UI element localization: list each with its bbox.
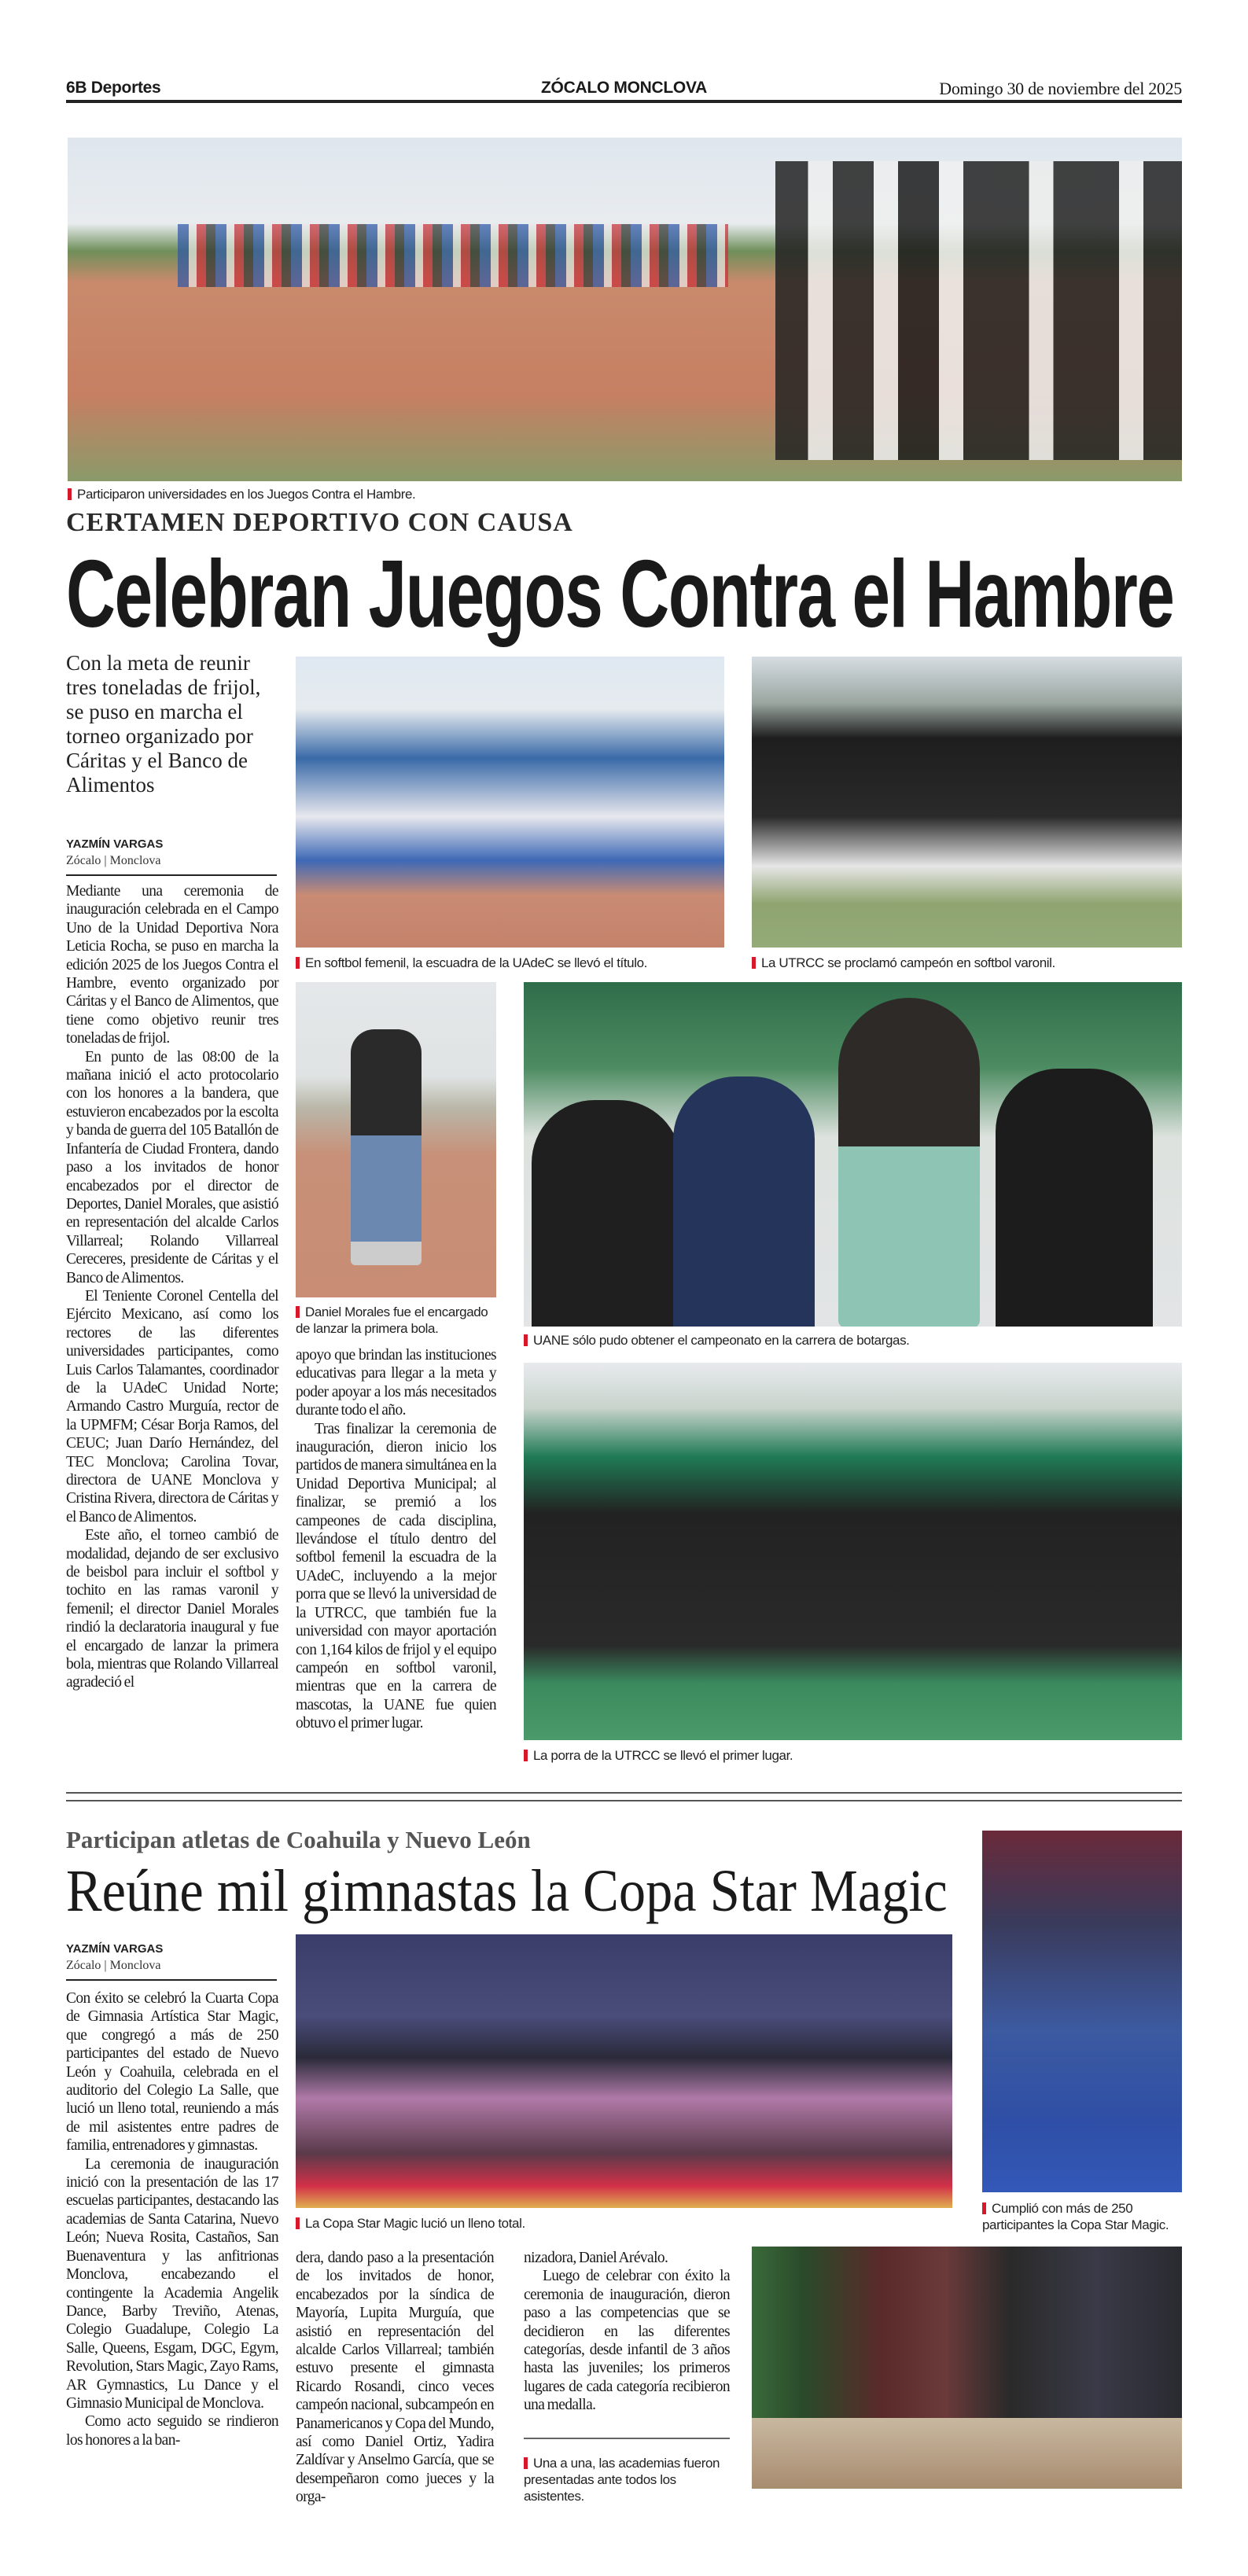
byline-author: YAZMÍN VARGAS [66, 837, 164, 851]
photo-utrcc-cheer [524, 1363, 1182, 1740]
caption-daniel [296, 1304, 496, 1337]
paragraph: La ceremonia de inauguración inició con la presentación de las 17 escuelas participantes, destacando las academias de Santa Catarina, Nuevo León; Nueva Rosita, Castaños, San Buenaventura y las anfitrionas Monclova, encabezando el contingente la Academia Angelik Dance, Barby Treviño, Atenas, Colegio Guadalupe, Colegio La Salle, Queens, Esgam, DGC, Egym, Revolution, Stars Magic, Zayo Rams, AR Gymnastics, Lu Dance y el Gimnasio Municipal de Monclova. [66, 2155, 278, 2412]
article1-column-2 [296, 1346, 496, 1733]
caption-marker-icon [296, 1306, 300, 1318]
photo-softbol-femenil [296, 657, 724, 948]
photo-first-pitch [296, 982, 496, 1297]
mascot-silhouette [838, 998, 980, 1327]
caption-text: UANE sólo pudo obtener el campeonato en la carrera de botargas. [533, 1333, 910, 1348]
photo-softbol-varonil [752, 657, 1182, 948]
caption-text: En softbol femenil, la escuadra de la UAdeC se llevó el título. [305, 955, 647, 970]
article1-deck: Con la meta de reunir tres toneladas de frijol, se puso en marcha el torneo organizado por Cáritas y el Banco de Alimentos [66, 651, 261, 797]
photo-opening-ceremony [68, 138, 1182, 481]
caption-kids [982, 2200, 1182, 2233]
paragraph: En punto de las 08:00 de la mañana inició el acto protocolario con los honores a la bandera, que estuvieron encabezados por la escolta y banda de guerra del 105 Batallón de Infantería de Ciudad Frontera, dando paso a los invitados de honor encabezados por el director de Deportes, Daniel Morales, que asistió en representación del alcalde Carlos Villarreal; Rolando Villarreal Cereceres, presidente de Cáritas y el Banco de Alimentos. [66, 1048, 278, 1286]
paragraph: Este año, el torneo cambió de modalidad, dejando de ser exclusivo de beisbol para incluir el softbol y tochito en las ramas varonil y femenil; el director Daniel Morales rindió la declaratoria inaugural y fue el encargado de lanzar la primera bola, mientras que Rolando Villarreal agradeció el [66, 1527, 278, 1691]
caption-marker-icon [982, 2202, 986, 2214]
article1-headline: Celebran Juegos Contra el Hambre [66, 540, 1174, 647]
person-silhouette [996, 1069, 1153, 1327]
paragraph: Con éxito se celebró la Cuarta Copa de Gimnasia Artística Star Magic, que congregó a más de 250 participantes del estado de Nuevo León y Coahuila, celebrada en el auditorio del Colegio La Salle, que lució un lleno total, reuniendo a más de mil asistentes entre padres de familia, entrenadores y gimnastas. [66, 1990, 278, 2155]
caption-marker-icon [296, 2217, 300, 2229]
paragraph: apoyo que brindan las instituciones educativas para llegar a la meta y poder apoyar a los más necesitados durante todo el año. [296, 1347, 496, 1419]
article1-column-1 [66, 882, 278, 1692]
caption-marker-icon [752, 957, 756, 969]
caption-marker-icon [524, 1334, 528, 1346]
pitcher-silhouette [351, 1029, 422, 1265]
paragraph: Como acto seguido se rindieron los honores a la ban- [66, 2413, 278, 2449]
section-divider [66, 1792, 1182, 1794]
caption-porra [524, 1747, 793, 1764]
byline-location: Zócalo | Monclova [66, 1959, 161, 1972]
players-silhouettes [775, 161, 1182, 460]
caption-text: La UTRCC se proclamó campeón en softbol varonil. [761, 955, 1055, 970]
paragraph: Tras finalizar la ceremonia de inauguración, dieron inicio los partidos de manera simultánea en la Unidad Deportiva Municipal; al finalizar, se premió a los campeones de cada disciplina, llevándose el título dentro del softbol femenil la escuadra de la UAdeC, incluyendo a la mejor porra que se llevó la universidad de la UTRCC, que también fue la universidad con mayor aportación con 1,164 kilos de frijol y el equipo campeón en softbol varonil, mientras que en la carrera de mascotas, la UANE fue quien obtuvo el primer lugar. [296, 1420, 496, 1732]
photo-young-gymnasts [982, 1831, 1182, 2192]
caption-text: La Copa Star Magic lució un lleno total. [305, 2216, 525, 2231]
person-silhouette [673, 1076, 815, 1327]
caption-text: La porra de la UTRCC se llevó el primer lugar. [533, 1748, 793, 1763]
photo-academies-presentation [752, 2247, 1182, 2489]
article2-column-1 [66, 1989, 278, 2449]
byline-rule [66, 874, 277, 876]
caption-marker-icon [68, 488, 72, 500]
article2-kicker: Participan atletas de Coahuila y Nuevo León [66, 1826, 531, 1853]
teams-lineup [178, 224, 728, 287]
caption-varonil [752, 955, 1055, 971]
caption-marker-icon [524, 1750, 528, 1761]
paragraph: Luego de celebrar con éxito la ceremonia de inauguración, dieron paso a las competencias que se decidieron en las diferentes categorías, desde infantil de 3 años hasta las juveniles; los primeros lugares de cada categoría recibieron una medalla. [524, 2268, 730, 2414]
article2-headline: Reúne mil gimnastas la Copa Star Magic [66, 1858, 948, 1924]
newspaper-name: ZÓCALO MONCLOVA [541, 79, 707, 97]
masthead-rule [66, 100, 1182, 103]
byline-rule [66, 1979, 277, 1981]
photo-uane-mascot [524, 982, 1182, 1327]
caption-rule [524, 2438, 730, 2439]
article1-kicker: CERTAMEN DEPORTIVO CON CAUSA [66, 508, 573, 537]
article2-column-3 [524, 2249, 730, 2415]
issue-date: Domingo 30 de noviembre del 2025 [939, 79, 1182, 98]
paragraph: dera, dando paso a la presentación de los invitados de honor, encabezados por la síndica de Mayoría, Lupita Murguía, que asistió en representación del alcalde Carlos Villarreal; también estuvo presente el gimnasta Ricardo Rosandi, cinco veces campeón nacional, subcampeón en Panamericanos y Copa del Mundo, así como Daniel Ortiz, Yadira Zaldívar y Anselmo García, que se desempeñaron como jueces y la orga- [296, 2250, 494, 2506]
section-divider [66, 1800, 1182, 1801]
caption-text: Una a una, las academias fueron presentadas ante todos los asistentes. [524, 2456, 720, 2504]
byline-location: Zócalo | Monclova [66, 854, 161, 867]
caption-top-photo [68, 486, 415, 502]
caption-marker-icon [296, 957, 300, 969]
caption-group [296, 2215, 525, 2232]
caption-marker-icon [524, 2457, 528, 2469]
caption-femenil [296, 955, 647, 971]
person-silhouette [532, 1100, 681, 1327]
article2-column-2 [296, 2249, 494, 2507]
section-label: 6B Deportes [66, 79, 161, 97]
caption-academies [524, 2455, 730, 2504]
caption-uane [524, 1332, 910, 1349]
gym-floor [752, 2418, 1182, 2489]
caption-text: Daniel Morales fue el encargado de lanzar la primera bola. [296, 1305, 488, 1336]
caption-text: Cumplió con más de 250 participantes la Copa Star Magic. [982, 2201, 1169, 2232]
caption-text: Participaron universidades en los Juegos Contra el Hambre. [77, 487, 416, 502]
paragraph: El Teniente Coronel Centella del Ejército Mexicano, así como los rectores de las diferentes universidades participantes, como Luis Carlos Talamantes, coordinador de la UAdeC Unidad Norte; Armando Castro Murguía, rector de la UPMFM; César Borja Ramos, del CEUC; Juan Darío Hernández, del TEC Monclova; Carolina Tovar, directora de UANE Monclova y Cristina Rivera, directora de Cáritas y el Banco de Alimentos. [66, 1287, 278, 1525]
photo-gymnasts-group [296, 1934, 952, 2208]
paragraph: nizadora, Daniel Arévalo. [524, 2250, 668, 2266]
paragraph: Mediante una ceremonia de inauguración celebrada en el Campo Uno de la Unidad Deportiva Nora Leticia Rocha, se puso en marcha la edición 2025 de los Juegos Contra el Hambre, evento organizado por Cáritas y el Banco de Alimentos, que tiene como objetivo reunir tres toneladas de frijol. [66, 883, 278, 1047]
byline-author: YAZMÍN VARGAS [66, 1942, 164, 1956]
